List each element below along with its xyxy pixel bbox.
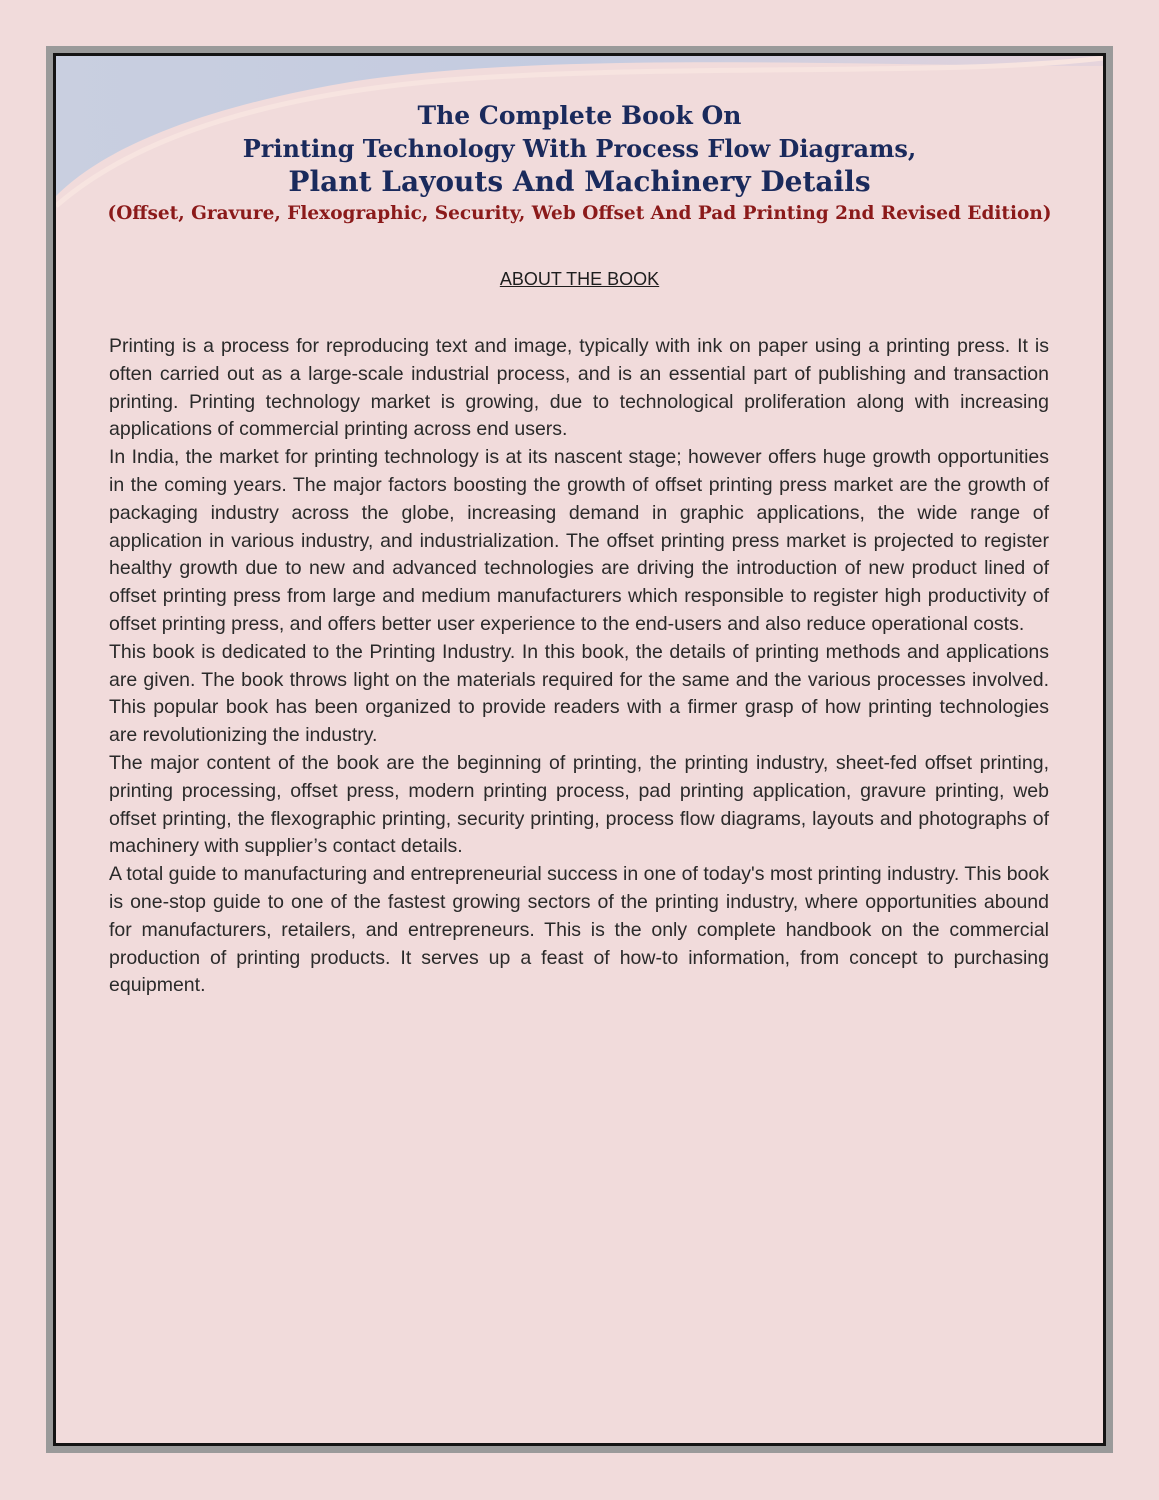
book-subtitle: (Offset, Gravure, Flexographic, Security, Web Offset And Pad Printing 2nd Revised Edition) bbox=[107, 203, 1052, 225]
book-title-line-2: Printing Technology With Process Flow Diagrams, bbox=[242, 133, 917, 163]
book-title-line-1: The Complete Book On bbox=[417, 101, 742, 130]
page-frame bbox=[53, 53, 1106, 1446]
paragraph: In India, the market for printing technology is at its nascent stage; however offers huge growth opportunities in the coming years. The major factors boosting the growth of offset printing press market are the growth of packaging industry across the globe, increasing demand in graphic applications, the wide range of application in various industry, and industrialization. The offset printing press market is projected to register healthy growth due to new and advanced technologies are driving the introduction of new product lined of offset printing press from large and medium manufacturers which responsible to register high productivity of offset printing press, and offers better user experience to the end-users and also reduce operational costs. bbox=[109, 446, 1049, 635]
section-heading: ABOUT THE BOOK bbox=[499, 269, 660, 289]
paragraph: The major content of the book are the beginning of printing, the printing industry, sheet-fed offset printing, printing processing, offset press, modern printing process, pad printing application, gravure printing, web offset printing, the flexographic printing, security printing, process flow diagrams, layouts and photographs of machinery with supplier’s contact details. bbox=[109, 751, 1049, 858]
book-title-block bbox=[56, 100, 1103, 228]
paragraph: A total guide to manufacturing and entrepreneurial success in one of today's most printing industry. This book is one-stop guide to one of the fastest growing sectors of the printing industry, where opportunities abound for manufacturers, retailers, and entrepreneurs. This is the only complete handbook on the commercial production of printing products. It serves up a feast of how-to information, from concept to purchasing equipment. bbox=[109, 863, 1049, 997]
paragraph: This book is dedicated to the Printing Industry. In this book, the details of printing methods and applications are given. The book throws light on the materials required for the same and the various processes involved. This popular book has been organized to provide readers with a firmer grasp of how printing technologies are revolutionizing the industry. bbox=[109, 640, 1049, 747]
book-title-line-3: Plant Layouts And Machinery Details bbox=[288, 164, 871, 198]
paragraph: Printing is a process for reproducing text and image, typically with ink on paper using a printing press. It is often carried out as a large-scale industrial process, and is an essential part of publishing and transaction printing. Printing technology market is growing, due to technological proliferation along with increasing applications of commercial printing across end users. bbox=[109, 335, 1049, 441]
about-body bbox=[109, 333, 1049, 1000]
